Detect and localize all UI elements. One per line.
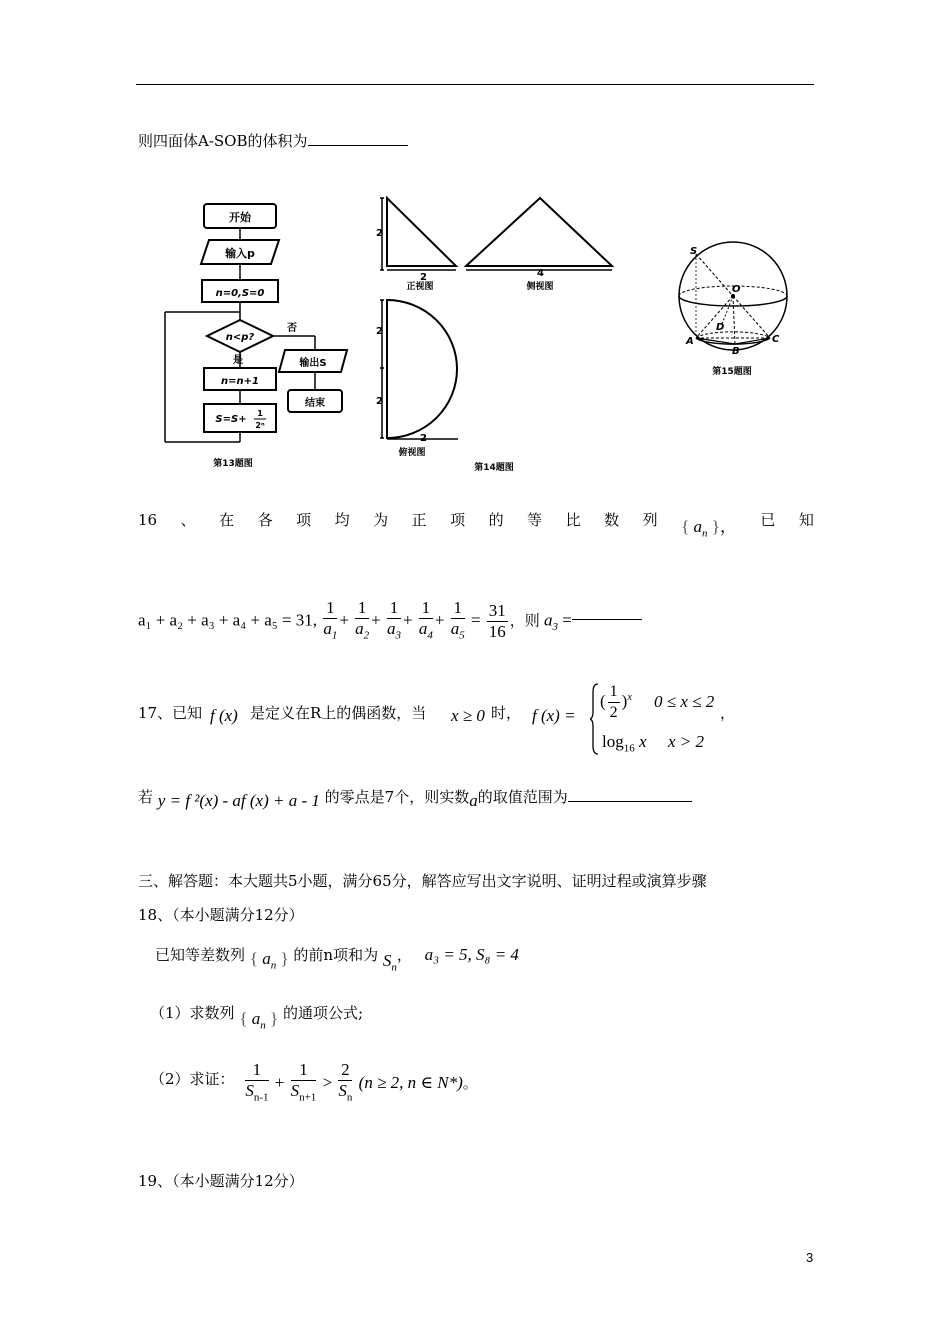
q17-case1: ( $\frac{1}{2}$ )$^x$ bbox=[600, 683, 632, 721]
q17-tail: ， bbox=[720, 704, 736, 722]
q16-line1 bbox=[138, 506, 814, 540]
top-lower-dim: 2 bbox=[376, 396, 383, 407]
q17-case2: $\log_{16} x$ bbox=[602, 732, 647, 755]
sphere-label-C: C bbox=[772, 334, 780, 345]
q19-title: 19、（本小题满分12分） bbox=[138, 1172, 304, 1190]
flow-init-label: n=0,S=0 bbox=[215, 288, 265, 299]
q16-line2: a₁ + a₂ + a₃ + a₄ + a₅ = 31, $\frac{1}{a_1}$ + $\frac{1}{a_2}$ + $\frac{1}{a_3}$ + $\frac{1}{a_4}$ + $\frac{1}{a_5}$ = $\frac{31}{16}$ ，则 $a_3$ = bbox=[138, 598, 642, 645]
flow-output-label: 输出S bbox=[299, 358, 327, 369]
q17-fx2: f (x) = bbox=[532, 706, 576, 725]
q17-cond: x ≥ 0 bbox=[451, 706, 485, 725]
q17-mid: 是定义在R上的偶函数，当 bbox=[250, 704, 427, 722]
q16-known2: 知 bbox=[798, 511, 814, 530]
q16-char: 正 bbox=[411, 511, 427, 530]
q16-char: 的 bbox=[488, 511, 504, 530]
q16-char: 比 bbox=[565, 511, 581, 530]
q16-char: 数 bbox=[604, 511, 620, 530]
q16-known1: 已 bbox=[760, 511, 776, 530]
q16-char: 项 bbox=[450, 511, 466, 530]
q16-char: 项 bbox=[296, 511, 312, 530]
q18-part2: （2）求证： $\frac{1}{S_{n-1}}$ + $\frac{1}{S_{n+1}}$ > $\frac{2}{S_n}$ (n ≥ 2, n ∈ N*)。 bbox=[150, 1060, 478, 1104]
q16-seq: { $a_n$ }， bbox=[681, 517, 737, 540]
flow-sum-label: S=S+ bbox=[215, 414, 247, 425]
flow-start-label: 开始 bbox=[229, 211, 251, 224]
flow-sum-num: 1 bbox=[257, 409, 263, 418]
q16-sep: 、 bbox=[180, 511, 196, 530]
top-view-semicircle bbox=[387, 300, 457, 438]
q18-title: 18、（本小题满分12分） bbox=[138, 906, 304, 924]
q16-blank bbox=[572, 618, 642, 620]
q15-tail-text: 则四面体A-SOB的体积为 bbox=[138, 132, 308, 150]
page-number: 3 bbox=[806, 1250, 814, 1265]
top-upper-dim: 2 bbox=[376, 326, 383, 337]
q16-char: 各 bbox=[257, 511, 273, 530]
q17-case2-cond: x > 2 bbox=[668, 732, 705, 751]
flow-input-label: 输入p bbox=[225, 247, 255, 260]
front-view-label: 正视图 bbox=[406, 282, 434, 292]
sphere-label-S: S bbox=[690, 246, 698, 257]
q17-case1-cond: 0 ≤ x ≤ 2 bbox=[654, 692, 715, 711]
q16-sum: a₁ + a₂ + a₃ + a₄ + a₅ = 31, bbox=[138, 610, 318, 630]
q17-line2: 若 y = f ²(x) - af (x) + a - 1 的零点是7个，则实数a的取值范围为 bbox=[138, 786, 692, 807]
sphere-caption: 第15题图 bbox=[712, 367, 752, 377]
sphere-figure bbox=[670, 240, 800, 380]
q17-when: 时， bbox=[491, 704, 522, 722]
sphere-label-B: B bbox=[732, 346, 740, 357]
flow-end-label: 结束 bbox=[305, 398, 325, 409]
q16-char: 为 bbox=[373, 511, 389, 530]
front-view-triangle bbox=[387, 198, 456, 266]
answer-blank bbox=[308, 144, 408, 146]
sphere-label-A: A bbox=[686, 336, 694, 347]
header-rule bbox=[136, 84, 814, 85]
top-view-label: 俯视图 bbox=[398, 448, 426, 458]
sphere-label-D: D bbox=[716, 322, 725, 333]
side-view-triangle bbox=[466, 198, 612, 266]
front-height-dim: 2 bbox=[376, 228, 383, 239]
q18-statement: 已知等差数列 { $a_n$ } 的前n项和为 $S_n$， a₃ = 5, S₈ = 4 bbox=[155, 945, 519, 974]
q16-number: 16 bbox=[138, 510, 158, 529]
top-width-dim: 2 bbox=[420, 433, 427, 444]
q18-part1: （1）求数列 { $a_n$ } 的通项公式; bbox=[150, 1004, 364, 1032]
q17-prefix: 17、已知 bbox=[138, 704, 203, 722]
flow-inc-label: n=n+1 bbox=[221, 376, 259, 387]
views-caption: 第14题图 bbox=[474, 463, 514, 473]
flow-sum-den: 2ⁿ bbox=[255, 421, 265, 430]
q15-tail bbox=[138, 130, 408, 151]
q17-blank bbox=[568, 800, 692, 802]
q17-fx: f (x) bbox=[210, 706, 238, 725]
sphere-label-O: O bbox=[732, 284, 741, 295]
flow-cond-label: n<p? bbox=[225, 332, 255, 343]
q16-char: 列 bbox=[642, 511, 658, 530]
q16-char: 在 bbox=[219, 511, 235, 530]
section3-heading: 三、解答题：本大题共5小题，满分65分，解答应写出文字说明、证明过程或演算步骤 bbox=[138, 872, 707, 890]
flow-no-label: 否 bbox=[287, 323, 297, 334]
flow-caption: 第13题图 bbox=[213, 459, 253, 469]
q16-char: 均 bbox=[334, 511, 350, 530]
front-width-dim: 2 bbox=[420, 272, 427, 283]
three-views-figure bbox=[372, 190, 620, 480]
flowchart-figure bbox=[155, 196, 355, 472]
side-width-dim: 4 bbox=[537, 268, 544, 279]
side-view-label: 侧视图 bbox=[526, 282, 554, 292]
flow-yes-label: 是 bbox=[233, 355, 243, 366]
q16-char: 等 bbox=[527, 511, 543, 530]
